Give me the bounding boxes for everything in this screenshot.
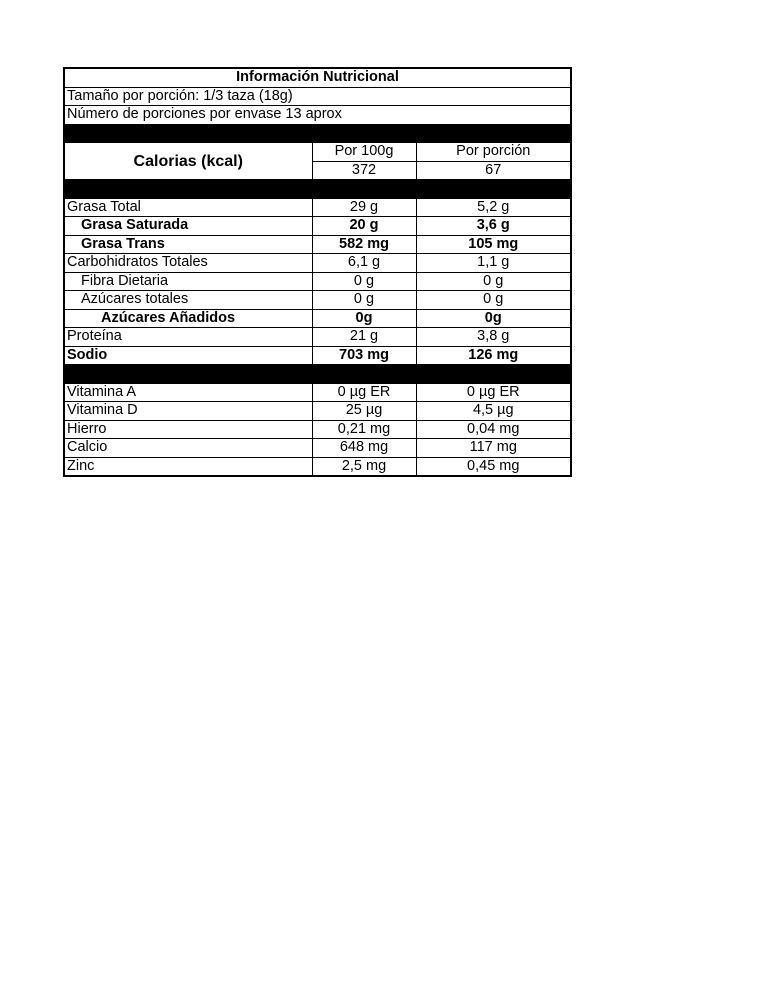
- separator-bar: [64, 124, 571, 143]
- calories-per-100g: 372: [312, 161, 416, 180]
- nutrient-row: [64, 309, 571, 328]
- nutrient-per-100g: 582 mg: [312, 235, 416, 254]
- separator-bar: [64, 180, 571, 199]
- nutrient-per-portion: 1,1 g: [416, 254, 571, 273]
- serving-size: Tamaño por porción: 1/3 taza (18g): [64, 87, 571, 106]
- calories-label: Calorias (kcal): [64, 143, 312, 180]
- micronutrient-row: [64, 439, 571, 458]
- micronutrient-row: [64, 383, 571, 402]
- nutrient-per-portion: 105 mg: [416, 235, 571, 254]
- nutrient-per-portion: 0g: [416, 309, 571, 328]
- nutrient-row: [64, 272, 571, 291]
- nutrient-per-100g: 0 g: [312, 291, 416, 310]
- column-header-per-portion: Por porción: [416, 143, 571, 162]
- micronutrient-per-portion: 4,5 µg: [416, 402, 571, 421]
- nutrient-row: [64, 328, 571, 347]
- nutrient-per-portion: 3,8 g: [416, 328, 571, 347]
- nutrient-name: Sodio: [64, 346, 312, 365]
- micronutrient-per-portion: 117 mg: [416, 439, 571, 458]
- nutrient-name: Carbohidratos Totales: [64, 254, 312, 273]
- micronutrient-per-portion: 0 µg ER: [416, 383, 571, 402]
- table-title: Información Nutricional: [64, 68, 571, 87]
- nutrient-row: [64, 198, 571, 217]
- micronutrient-per-portion: 0,04 mg: [416, 420, 571, 439]
- servings-row: [64, 106, 571, 125]
- micronutrient-name: Vitamina D: [64, 402, 312, 421]
- nutrient-name: Proteína: [64, 328, 312, 347]
- nutrient-row: [64, 346, 571, 365]
- micronutrient-per-100g: 25 µg: [312, 402, 416, 421]
- nutrient-per-100g: 703 mg: [312, 346, 416, 365]
- micronutrient-per-100g: 0 µg ER: [312, 383, 416, 402]
- micronutrient-name: Vitamina A: [64, 383, 312, 402]
- nutrition-facts-table: [63, 67, 572, 477]
- title-row: [64, 68, 571, 87]
- micronutrient-per-100g: 0,21 mg: [312, 420, 416, 439]
- nutrient-row: [64, 235, 571, 254]
- nutrient-name: Grasa Saturada: [64, 217, 312, 236]
- calories-header-row: [64, 143, 571, 162]
- nutrient-name: Azúcares totales: [64, 291, 312, 310]
- micronutrient-row: [64, 420, 571, 439]
- nutrient-per-100g: 6,1 g: [312, 254, 416, 273]
- nutrient-per-portion: 3,6 g: [416, 217, 571, 236]
- nutrient-name: Azúcares Añadidos: [64, 309, 312, 328]
- nutrient-per-100g: 0g: [312, 309, 416, 328]
- nutrient-row: [64, 217, 571, 236]
- micronutrient-row: [64, 402, 571, 421]
- servings-per-container: Número de porciones por envase 13 aprox: [64, 106, 571, 125]
- nutrient-name: Fibra Dietaria: [64, 272, 312, 291]
- nutrient-per-100g: 20 g: [312, 217, 416, 236]
- column-header-per-100g: Por 100g: [312, 143, 416, 162]
- nutrient-per-100g: 29 g: [312, 198, 416, 217]
- nutrient-name: Grasa Total: [64, 198, 312, 217]
- micronutrient-name: Hierro: [64, 420, 312, 439]
- separator-bar: [64, 365, 571, 384]
- nutrient-per-portion: 5,2 g: [416, 198, 571, 217]
- nutrient-row: [64, 254, 571, 273]
- micronutrient-per-100g: 648 mg: [312, 439, 416, 458]
- micronutrient-per-portion: 0,45 mg: [416, 457, 571, 476]
- nutrient-per-100g: 0 g: [312, 272, 416, 291]
- micronutrient-per-100g: 2,5 mg: [312, 457, 416, 476]
- nutrient-per-portion: 0 g: [416, 272, 571, 291]
- calories-per-portion: 67: [416, 161, 571, 180]
- nutrient-per-100g: 21 g: [312, 328, 416, 347]
- nutrient-per-portion: 0 g: [416, 291, 571, 310]
- nutrient-per-portion: 126 mg: [416, 346, 571, 365]
- micronutrient-name: Zinc: [64, 457, 312, 476]
- micronutrient-name: Calcio: [64, 439, 312, 458]
- nutrient-row: [64, 291, 571, 310]
- micronutrient-row: [64, 457, 571, 476]
- nutrient-name: Grasa Trans: [64, 235, 312, 254]
- serving-size-row: [64, 87, 571, 106]
